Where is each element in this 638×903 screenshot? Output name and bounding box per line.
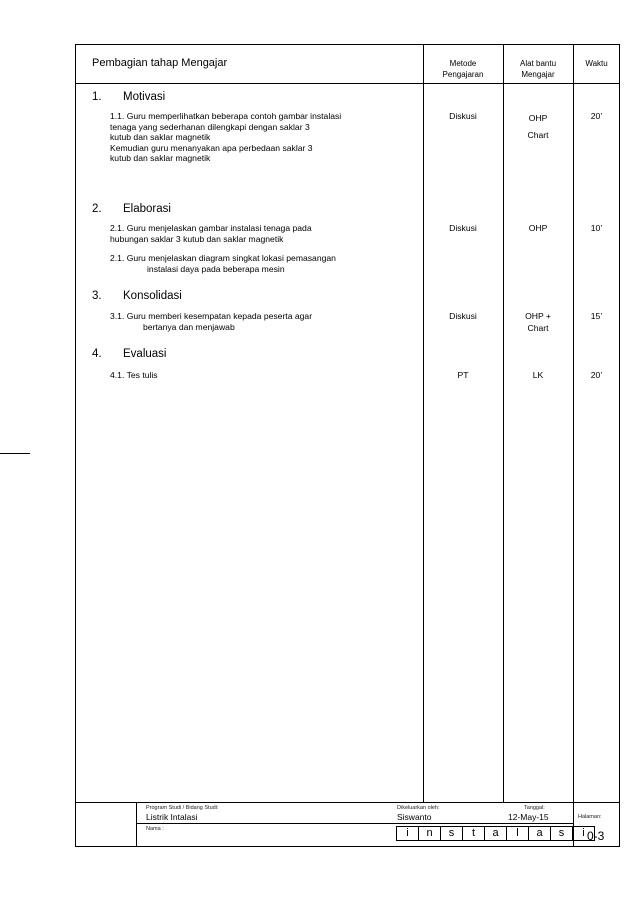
section-3-title: Konsolidasi <box>123 290 182 302</box>
header-divider <box>75 83 620 84</box>
section-1-line: kutub dan saklar magnetik <box>110 153 211 163</box>
section-1-line: kutub dan saklar magnetik <box>110 132 211 142</box>
header-metode-l2: Pengajaran <box>442 70 484 79</box>
footer-tanggal-label: Tanggal: <box>524 805 545 811</box>
footer-program-label: Program Studi / Bidang Studi: <box>146 805 219 811</box>
section-2-number: 2. <box>92 203 102 215</box>
section-3-alat-1: OHP + <box>525 311 551 321</box>
footer-dikeluarkan-value: Siswanto <box>397 812 432 822</box>
section-1-line: 1.1. Guru memperlihatkan beberapa contoh gambar instalasi <box>110 111 342 121</box>
section-2-title: Elaborasi <box>123 203 171 215</box>
section-1-alat <box>503 110 573 144</box>
footer-inner-divider <box>136 823 573 824</box>
section-2-text-a <box>110 223 420 244</box>
section-4-title: Evaluasi <box>123 348 167 360</box>
section-4-alat: LK <box>532 370 544 380</box>
footer-sep-left <box>136 802 137 847</box>
section-4-line: 4.1. Tes tulis <box>110 370 158 380</box>
section-2-line: hubungan saklar 3 kutub dan saklar magnetik <box>110 233 284 244</box>
section-3-metode: Diskusi <box>449 311 477 321</box>
section-1-title: Motivasi <box>123 91 166 103</box>
letter-box: t <box>462 826 485 841</box>
section-2-waktu: 10’ <box>590 223 603 233</box>
section-4-text <box>110 370 420 381</box>
section-3-line: bertanya dan menjawab <box>143 321 235 332</box>
section-1-line: Kemudian guru menanyakan apa perbedaan saklar 3 <box>110 142 313 153</box>
section-3-text <box>110 311 420 332</box>
section-2-metode: Diskusi <box>449 223 477 233</box>
footer-letter-boxes <box>396 826 594 841</box>
section-3-waktu: 15’ <box>590 311 603 321</box>
letter-box: l <box>506 826 529 841</box>
header-metode <box>423 58 503 80</box>
section-3-alat-2: Chart <box>527 323 549 333</box>
letter-box: s <box>550 826 573 841</box>
letter-box: n <box>418 826 441 841</box>
letter-box: s <box>440 826 463 841</box>
section-2-line: 2.1. Guru menjelaskan gambar instalasi tenaga pada <box>110 223 312 233</box>
header-alat-l2: Mengajar <box>521 70 555 79</box>
section-3-alat <box>503 310 573 334</box>
header-metode-l1: Metode <box>449 59 477 68</box>
section-1-metode: Diskusi <box>449 111 477 121</box>
section-1-number: 1. <box>92 91 102 103</box>
section-1-alat-1: OHP <box>528 113 548 123</box>
footer-tanggal-value: 12-May-15 <box>508 812 549 822</box>
section-1-waktu: 20’ <box>590 111 603 121</box>
footer-halaman-label: Halaman: <box>578 814 602 820</box>
section-2-alat: OHP <box>528 223 548 233</box>
footer-divider <box>75 802 620 803</box>
letter-box: i <box>572 826 595 841</box>
header-alat-l1: Alat bantu <box>519 59 557 68</box>
header-title: Pembagian tahap Mengajar <box>92 57 228 69</box>
col-sep-waktu <box>573 44 574 802</box>
section-1-line: tenaga yang sederhanan dilengkapi dengan saklar 3 <box>110 121 310 132</box>
header-waktu: Waktu <box>585 59 608 68</box>
footer-halaman-value: 0-3 <box>587 829 605 843</box>
footer-dikeluarkan-label: Dikeluarkan oleh: <box>397 805 440 811</box>
margin-mark <box>0 453 30 454</box>
section-2-line: instalasi daya pada beberapa mesin <box>147 263 285 274</box>
section-3-line: 3.1. Guru memberi kesempatan kepada peserta agar <box>110 311 313 321</box>
footer-program-value: Listrik Intalasi <box>146 812 198 822</box>
header-alat <box>503 58 573 80</box>
lesson-plan-frame <box>75 44 620 847</box>
section-1-text <box>110 111 420 164</box>
letter-box: a <box>528 826 551 841</box>
letter-box: a <box>484 826 507 841</box>
footer-nama-label: Nama : <box>146 826 164 832</box>
section-2-text-b <box>110 253 420 274</box>
section-1-alat-2: Chart <box>527 130 549 140</box>
letter-box: i <box>396 826 419 841</box>
section-3-number: 3. <box>92 290 102 302</box>
col-sep-metode <box>423 44 424 802</box>
col-sep-alat <box>503 44 504 802</box>
section-4-metode: PT <box>457 370 469 380</box>
section-2-line: 2.1. Guru menjelaskan diagram singkat lokasi pemasangan <box>110 253 336 263</box>
section-4-number: 4. <box>92 348 102 360</box>
section-4-waktu: 20’ <box>590 370 603 380</box>
